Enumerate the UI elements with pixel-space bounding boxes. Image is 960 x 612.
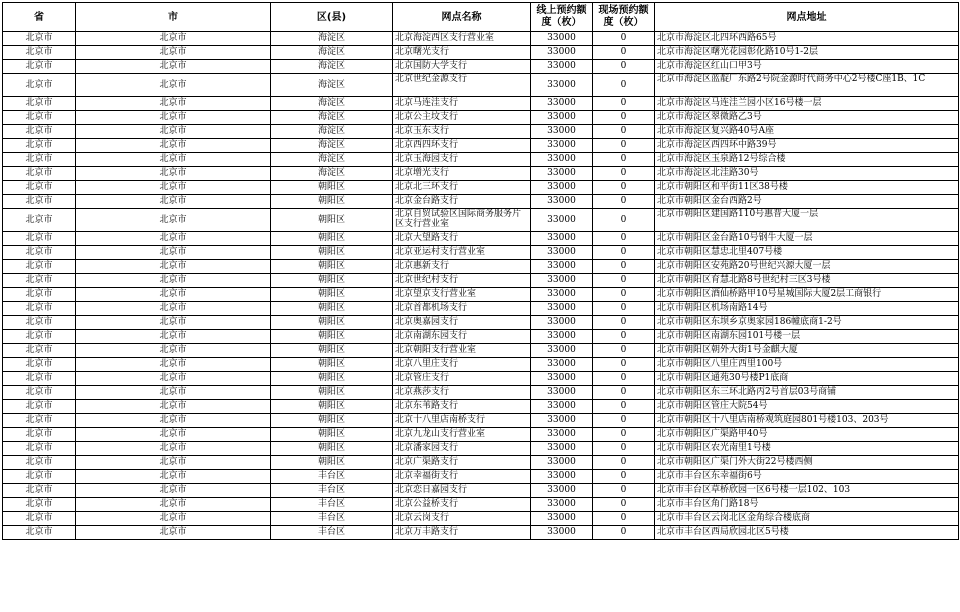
cell-online-quota: 33000 [531, 232, 593, 246]
cell-address: 北京市海淀区红山口甲3号 [655, 60, 959, 74]
cell-onsite-quota: 0 [593, 60, 655, 74]
table-row [3, 74, 959, 97]
cell-district: 朝阳区 [271, 260, 393, 274]
cell-online-quota: 33000 [531, 246, 593, 260]
table-row [3, 60, 959, 74]
cell-onsite-quota: 0 [593, 372, 655, 386]
cell-branch-name: 北京公主坟支行 [393, 111, 531, 125]
cell-address: 北京市海淀区西四环中路39号 [655, 139, 959, 153]
col-header-branch-name: 网点名称 [393, 3, 531, 32]
cell-province: 北京市 [3, 167, 76, 181]
cell-district: 海淀区 [271, 60, 393, 74]
cell-district: 朝阳区 [271, 358, 393, 372]
table-row [3, 232, 959, 246]
cell-address: 北京市朝阳区安苑路20号世纪兴源大厦一层 [655, 260, 959, 274]
cell-address: 北京市朝阳区建国路110号惠普大厦一层 [655, 209, 959, 232]
cell-onsite-quota: 0 [593, 330, 655, 344]
col-header-district: 区(县) [271, 3, 393, 32]
cell-online-quota: 33000 [531, 470, 593, 484]
cell-province: 北京市 [3, 246, 76, 260]
cell-city: 北京市 [76, 358, 271, 372]
cell-online-quota: 33000 [531, 260, 593, 274]
cell-district: 朝阳区 [271, 181, 393, 195]
cell-city: 北京市 [76, 97, 271, 111]
cell-online-quota: 33000 [531, 74, 593, 97]
cell-online-quota: 33000 [531, 512, 593, 526]
cell-city: 北京市 [76, 470, 271, 484]
cell-city: 北京市 [76, 60, 271, 74]
cell-province: 北京市 [3, 46, 76, 60]
cell-province: 北京市 [3, 470, 76, 484]
table-row [3, 46, 959, 60]
cell-district: 朝阳区 [271, 246, 393, 260]
cell-district: 朝阳区 [271, 372, 393, 386]
cell-branch-name: 北京西四环支行 [393, 139, 531, 153]
table-row [3, 195, 959, 209]
table-row [3, 274, 959, 288]
cell-province: 北京市 [3, 372, 76, 386]
cell-onsite-quota: 0 [593, 209, 655, 232]
cell-online-quota: 33000 [531, 330, 593, 344]
cell-branch-name: 北京九龙山支行营业室 [393, 428, 531, 442]
cell-address: 北京市朝阳区管庄大院54号 [655, 400, 959, 414]
table-row [3, 139, 959, 153]
table-row [3, 372, 959, 386]
cell-branch-name: 北京潘家园支行 [393, 442, 531, 456]
cell-district: 朝阳区 [271, 344, 393, 358]
cell-branch-name: 北京玉海园支行 [393, 153, 531, 167]
cell-onsite-quota: 0 [593, 260, 655, 274]
branch-table [2, 2, 959, 540]
cell-onsite-quota: 0 [593, 153, 655, 167]
cell-onsite-quota: 0 [593, 512, 655, 526]
cell-city: 北京市 [76, 246, 271, 260]
cell-online-quota: 33000 [531, 428, 593, 442]
col-header-address: 网点地址 [655, 3, 959, 32]
table-row [3, 111, 959, 125]
cell-district: 丰台区 [271, 484, 393, 498]
cell-province: 北京市 [3, 344, 76, 358]
cell-district: 丰台区 [271, 512, 393, 526]
cell-city: 北京市 [76, 498, 271, 512]
table-row [3, 167, 959, 181]
cell-branch-name: 北京朝阳支行营业室 [393, 344, 531, 358]
cell-online-quota: 33000 [531, 484, 593, 498]
cell-district: 丰台区 [271, 498, 393, 512]
table-row [3, 32, 959, 46]
cell-branch-name: 北京世纪村支行 [393, 274, 531, 288]
cell-address: 北京市朝阳区农光南里1号楼 [655, 442, 959, 456]
cell-province: 北京市 [3, 260, 76, 274]
header-row [3, 3, 959, 32]
cell-province: 北京市 [3, 125, 76, 139]
cell-province: 北京市 [3, 386, 76, 400]
cell-branch-name: 北京自贸试验区国际商务服务片区支行营业室 [393, 209, 531, 232]
cell-branch-name: 北京燕莎支行 [393, 386, 531, 400]
cell-address: 北京市海淀区复兴路40号A座 [655, 125, 959, 139]
cell-online-quota: 33000 [531, 195, 593, 209]
cell-online-quota: 33000 [531, 526, 593, 540]
cell-address: 北京市海淀区曙光花园彰化路10号1-2层 [655, 46, 959, 60]
cell-online-quota: 33000 [531, 400, 593, 414]
cell-online-quota: 33000 [531, 97, 593, 111]
cell-city: 北京市 [76, 344, 271, 358]
cell-province: 北京市 [3, 97, 76, 111]
table-row [3, 316, 959, 330]
cell-branch-name: 北京广渠路支行 [393, 456, 531, 470]
cell-district: 朝阳区 [271, 428, 393, 442]
cell-city: 北京市 [76, 386, 271, 400]
table-row [3, 400, 959, 414]
cell-onsite-quota: 0 [593, 484, 655, 498]
cell-branch-name: 北京公益桥支行 [393, 498, 531, 512]
cell-district: 海淀区 [271, 97, 393, 111]
cell-online-quota: 33000 [531, 32, 593, 46]
cell-city: 北京市 [76, 195, 271, 209]
cell-province: 北京市 [3, 400, 76, 414]
cell-city: 北京市 [76, 302, 271, 316]
cell-onsite-quota: 0 [593, 167, 655, 181]
cell-city: 北京市 [76, 400, 271, 414]
cell-branch-name: 北京世纪金源支行 [393, 74, 531, 97]
cell-district: 朝阳区 [271, 386, 393, 400]
cell-district: 朝阳区 [271, 400, 393, 414]
cell-district: 朝阳区 [271, 209, 393, 232]
cell-province: 北京市 [3, 358, 76, 372]
cell-district: 朝阳区 [271, 274, 393, 288]
cell-online-quota: 33000 [531, 442, 593, 456]
cell-online-quota: 33000 [531, 181, 593, 195]
cell-city: 北京市 [76, 316, 271, 330]
cell-onsite-quota: 0 [593, 316, 655, 330]
cell-address: 北京市海淀区北洼路30号 [655, 167, 959, 181]
cell-online-quota: 33000 [531, 288, 593, 302]
cell-onsite-quota: 0 [593, 46, 655, 60]
cell-province: 北京市 [3, 302, 76, 316]
cell-onsite-quota: 0 [593, 125, 655, 139]
cell-online-quota: 33000 [531, 111, 593, 125]
table-row [3, 246, 959, 260]
cell-onsite-quota: 0 [593, 470, 655, 484]
table-row [3, 181, 959, 195]
cell-address: 北京市朝阳区广渠门外大街22号楼西侧 [655, 456, 959, 470]
cell-branch-name: 北京十八里店南桥支行 [393, 414, 531, 428]
cell-city: 北京市 [76, 209, 271, 232]
cell-online-quota: 33000 [531, 125, 593, 139]
cell-online-quota: 33000 [531, 316, 593, 330]
col-header-city: 市 [76, 3, 271, 32]
cell-address: 北京市朝阳区育慧北路8号世纪村三区3号楼 [655, 274, 959, 288]
cell-branch-name: 北京海淀西区支行营业室 [393, 32, 531, 46]
cell-onsite-quota: 0 [593, 181, 655, 195]
cell-district: 海淀区 [271, 32, 393, 46]
cell-city: 北京市 [76, 372, 271, 386]
cell-address: 北京市朝阳区金台路10号钢牛大厦一层 [655, 232, 959, 246]
cell-district: 海淀区 [271, 153, 393, 167]
cell-city: 北京市 [76, 167, 271, 181]
cell-address: 北京市朝阳区金台西路2号 [655, 195, 959, 209]
cell-onsite-quota: 0 [593, 386, 655, 400]
cell-province: 北京市 [3, 512, 76, 526]
table-row [3, 125, 959, 139]
cell-onsite-quota: 0 [593, 74, 655, 97]
table-row [3, 386, 959, 400]
cell-branch-name: 北京管庄支行 [393, 372, 531, 386]
cell-onsite-quota: 0 [593, 232, 655, 246]
cell-city: 北京市 [76, 139, 271, 153]
cell-district: 朝阳区 [271, 316, 393, 330]
cell-onsite-quota: 0 [593, 526, 655, 540]
cell-city: 北京市 [76, 274, 271, 288]
cell-branch-name: 北京幸福街支行 [393, 470, 531, 484]
cell-branch-name: 北京东苇路支行 [393, 400, 531, 414]
col-header-onsite-quota: 现场预约额度（枚） [593, 3, 655, 32]
cell-address: 北京市朝阳区东三环北路丙2号首层03号商铺 [655, 386, 959, 400]
table-row [3, 456, 959, 470]
cell-city: 北京市 [76, 111, 271, 125]
cell-city: 北京市 [76, 181, 271, 195]
cell-city: 北京市 [76, 232, 271, 246]
cell-online-quota: 33000 [531, 302, 593, 316]
cell-address: 北京市朝阳区南湖东园101号楼一层 [655, 330, 959, 344]
cell-province: 北京市 [3, 195, 76, 209]
cell-branch-name: 北京恋日嘉园支行 [393, 484, 531, 498]
cell-onsite-quota: 0 [593, 414, 655, 428]
cell-address: 北京市海淀区马连洼兰园小区16号楼一层 [655, 97, 959, 111]
cell-province: 北京市 [3, 498, 76, 512]
table-row [3, 260, 959, 274]
col-header-online-quota: 线上预约额度（枚） [531, 3, 593, 32]
cell-district: 海淀区 [271, 46, 393, 60]
cell-province: 北京市 [3, 330, 76, 344]
cell-online-quota: 33000 [531, 372, 593, 386]
table-row [3, 153, 959, 167]
cell-province: 北京市 [3, 111, 76, 125]
table-row [3, 512, 959, 526]
cell-address: 北京市丰台区云岗北区金角综合楼底商 [655, 512, 959, 526]
cell-city: 北京市 [76, 74, 271, 97]
cell-city: 北京市 [76, 484, 271, 498]
cell-province: 北京市 [3, 316, 76, 330]
table-row [3, 428, 959, 442]
cell-address: 北京市朝阳区酒仙桥路甲10号星城国际大厦2层工商银行 [655, 288, 959, 302]
cell-online-quota: 33000 [531, 456, 593, 470]
cell-province: 北京市 [3, 288, 76, 302]
cell-city: 北京市 [76, 125, 271, 139]
cell-branch-name: 北京大望路支行 [393, 232, 531, 246]
table-row [3, 209, 959, 232]
cell-online-quota: 33000 [531, 358, 593, 372]
cell-onsite-quota: 0 [593, 139, 655, 153]
cell-branch-name: 北京国防大学支行 [393, 60, 531, 74]
table-row [3, 498, 959, 512]
cell-online-quota: 33000 [531, 153, 593, 167]
cell-city: 北京市 [76, 46, 271, 60]
cell-branch-name: 北京南湖东园支行 [393, 330, 531, 344]
cell-district: 朝阳区 [271, 442, 393, 456]
cell-address: 北京市海淀区北四环西路65号 [655, 32, 959, 46]
cell-district: 海淀区 [271, 125, 393, 139]
table-row [3, 484, 959, 498]
cell-district: 朝阳区 [271, 195, 393, 209]
cell-province: 北京市 [3, 139, 76, 153]
cell-province: 北京市 [3, 209, 76, 232]
cell-province: 北京市 [3, 60, 76, 74]
table-row [3, 97, 959, 111]
cell-district: 丰台区 [271, 526, 393, 540]
cell-province: 北京市 [3, 428, 76, 442]
cell-address: 北京市丰台区西局欣园北区5号楼 [655, 526, 959, 540]
cell-city: 北京市 [76, 32, 271, 46]
cell-online-quota: 33000 [531, 414, 593, 428]
table-row [3, 330, 959, 344]
table-row [3, 414, 959, 428]
cell-online-quota: 33000 [531, 139, 593, 153]
cell-province: 北京市 [3, 456, 76, 470]
cell-address: 北京市朝阳区八里庄西里100号 [655, 358, 959, 372]
cell-branch-name: 北京曙光支行 [393, 46, 531, 60]
cell-onsite-quota: 0 [593, 498, 655, 512]
cell-district: 丰台区 [271, 470, 393, 484]
cell-onsite-quota: 0 [593, 344, 655, 358]
table-row [3, 442, 959, 456]
cell-branch-name: 北京万丰路支行 [393, 526, 531, 540]
cell-city: 北京市 [76, 456, 271, 470]
cell-address: 北京市朝阳区和平街11区38号楼 [655, 181, 959, 195]
cell-onsite-quota: 0 [593, 274, 655, 288]
cell-province: 北京市 [3, 74, 76, 97]
cell-address: 北京市朝阳区十八里店南桥观筑庭园801号楼103、203号 [655, 414, 959, 428]
cell-district: 朝阳区 [271, 288, 393, 302]
cell-province: 北京市 [3, 526, 76, 540]
cell-address: 北京市朝阳区机场南路14号 [655, 302, 959, 316]
cell-branch-name: 北京玉东支行 [393, 125, 531, 139]
cell-province: 北京市 [3, 181, 76, 195]
cell-onsite-quota: 0 [593, 302, 655, 316]
cell-onsite-quota: 0 [593, 288, 655, 302]
cell-province: 北京市 [3, 414, 76, 428]
cell-city: 北京市 [76, 512, 271, 526]
cell-online-quota: 33000 [531, 498, 593, 512]
cell-province: 北京市 [3, 32, 76, 46]
cell-province: 北京市 [3, 153, 76, 167]
cell-branch-name: 北京八里庄支行 [393, 358, 531, 372]
cell-branch-name: 北京金台路支行 [393, 195, 531, 209]
cell-onsite-quota: 0 [593, 111, 655, 125]
cell-city: 北京市 [76, 153, 271, 167]
cell-branch-name: 北京马连洼支行 [393, 97, 531, 111]
cell-district: 海淀区 [271, 74, 393, 97]
cell-city: 北京市 [76, 526, 271, 540]
cell-online-quota: 33000 [531, 344, 593, 358]
table-row [3, 344, 959, 358]
cell-address: 北京市朝阳区东坝乡京奥家园186幢底商1-2号 [655, 316, 959, 330]
cell-district: 朝阳区 [271, 302, 393, 316]
cell-online-quota: 33000 [531, 46, 593, 60]
cell-province: 北京市 [3, 442, 76, 456]
cell-address: 北京市海淀区玉泉路12号综合楼 [655, 153, 959, 167]
cell-online-quota: 33000 [531, 209, 593, 232]
table-body [3, 32, 959, 540]
cell-address: 北京市丰台区角门路18号 [655, 498, 959, 512]
cell-onsite-quota: 0 [593, 246, 655, 260]
table-row [3, 470, 959, 484]
cell-branch-name: 北京奥嘉园支行 [393, 316, 531, 330]
cell-onsite-quota: 0 [593, 428, 655, 442]
cell-province: 北京市 [3, 484, 76, 498]
cell-district: 海淀区 [271, 111, 393, 125]
cell-branch-name: 北京望京支行营业室 [393, 288, 531, 302]
cell-address: 北京市海淀区翠微路乙3号 [655, 111, 959, 125]
table-row [3, 288, 959, 302]
cell-address: 北京市朝阳区朝外大街1号金麒大厦 [655, 344, 959, 358]
cell-onsite-quota: 0 [593, 32, 655, 46]
cell-city: 北京市 [76, 330, 271, 344]
cell-address: 北京市朝阳区广渠路甲40号 [655, 428, 959, 442]
cell-branch-name: 北京增光支行 [393, 167, 531, 181]
cell-district: 朝阳区 [271, 456, 393, 470]
cell-online-quota: 33000 [531, 274, 593, 288]
cell-province: 北京市 [3, 232, 76, 246]
cell-city: 北京市 [76, 260, 271, 274]
cell-online-quota: 33000 [531, 60, 593, 74]
cell-branch-name: 北京惠新支行 [393, 260, 531, 274]
cell-province: 北京市 [3, 274, 76, 288]
cell-branch-name: 北京北三环支行 [393, 181, 531, 195]
cell-city: 北京市 [76, 414, 271, 428]
col-header-province: 省 [3, 3, 76, 32]
table-row [3, 302, 959, 316]
cell-onsite-quota: 0 [593, 400, 655, 414]
cell-onsite-quota: 0 [593, 358, 655, 372]
cell-district: 海淀区 [271, 139, 393, 153]
cell-address: 北京市丰台区草桥欣园一区6号楼一层102、103 [655, 484, 959, 498]
cell-district: 朝阳区 [271, 414, 393, 428]
cell-district: 朝阳区 [271, 232, 393, 246]
cell-onsite-quota: 0 [593, 442, 655, 456]
table-row [3, 358, 959, 372]
cell-address: 北京市海淀区蓝靛厂东路2号院金源时代商务中心2号楼C座1B、1C [655, 74, 959, 97]
cell-address: 北京市丰台区东幸福街6号 [655, 470, 959, 484]
cell-city: 北京市 [76, 288, 271, 302]
cell-online-quota: 33000 [531, 386, 593, 400]
cell-address: 北京市朝阳区慧忠北里407号楼 [655, 246, 959, 260]
cell-city: 北京市 [76, 428, 271, 442]
cell-address: 北京市朝阳区通苑30号楼P1底商 [655, 372, 959, 386]
cell-onsite-quota: 0 [593, 97, 655, 111]
cell-branch-name: 北京首都机场支行 [393, 302, 531, 316]
cell-branch-name: 北京云岗支行 [393, 512, 531, 526]
table-row [3, 526, 959, 540]
cell-onsite-quota: 0 [593, 456, 655, 470]
cell-district: 朝阳区 [271, 330, 393, 344]
cell-online-quota: 33000 [531, 167, 593, 181]
cell-city: 北京市 [76, 442, 271, 456]
cell-district: 海淀区 [271, 167, 393, 181]
cell-onsite-quota: 0 [593, 195, 655, 209]
cell-branch-name: 北京亚运村支行营业室 [393, 246, 531, 260]
